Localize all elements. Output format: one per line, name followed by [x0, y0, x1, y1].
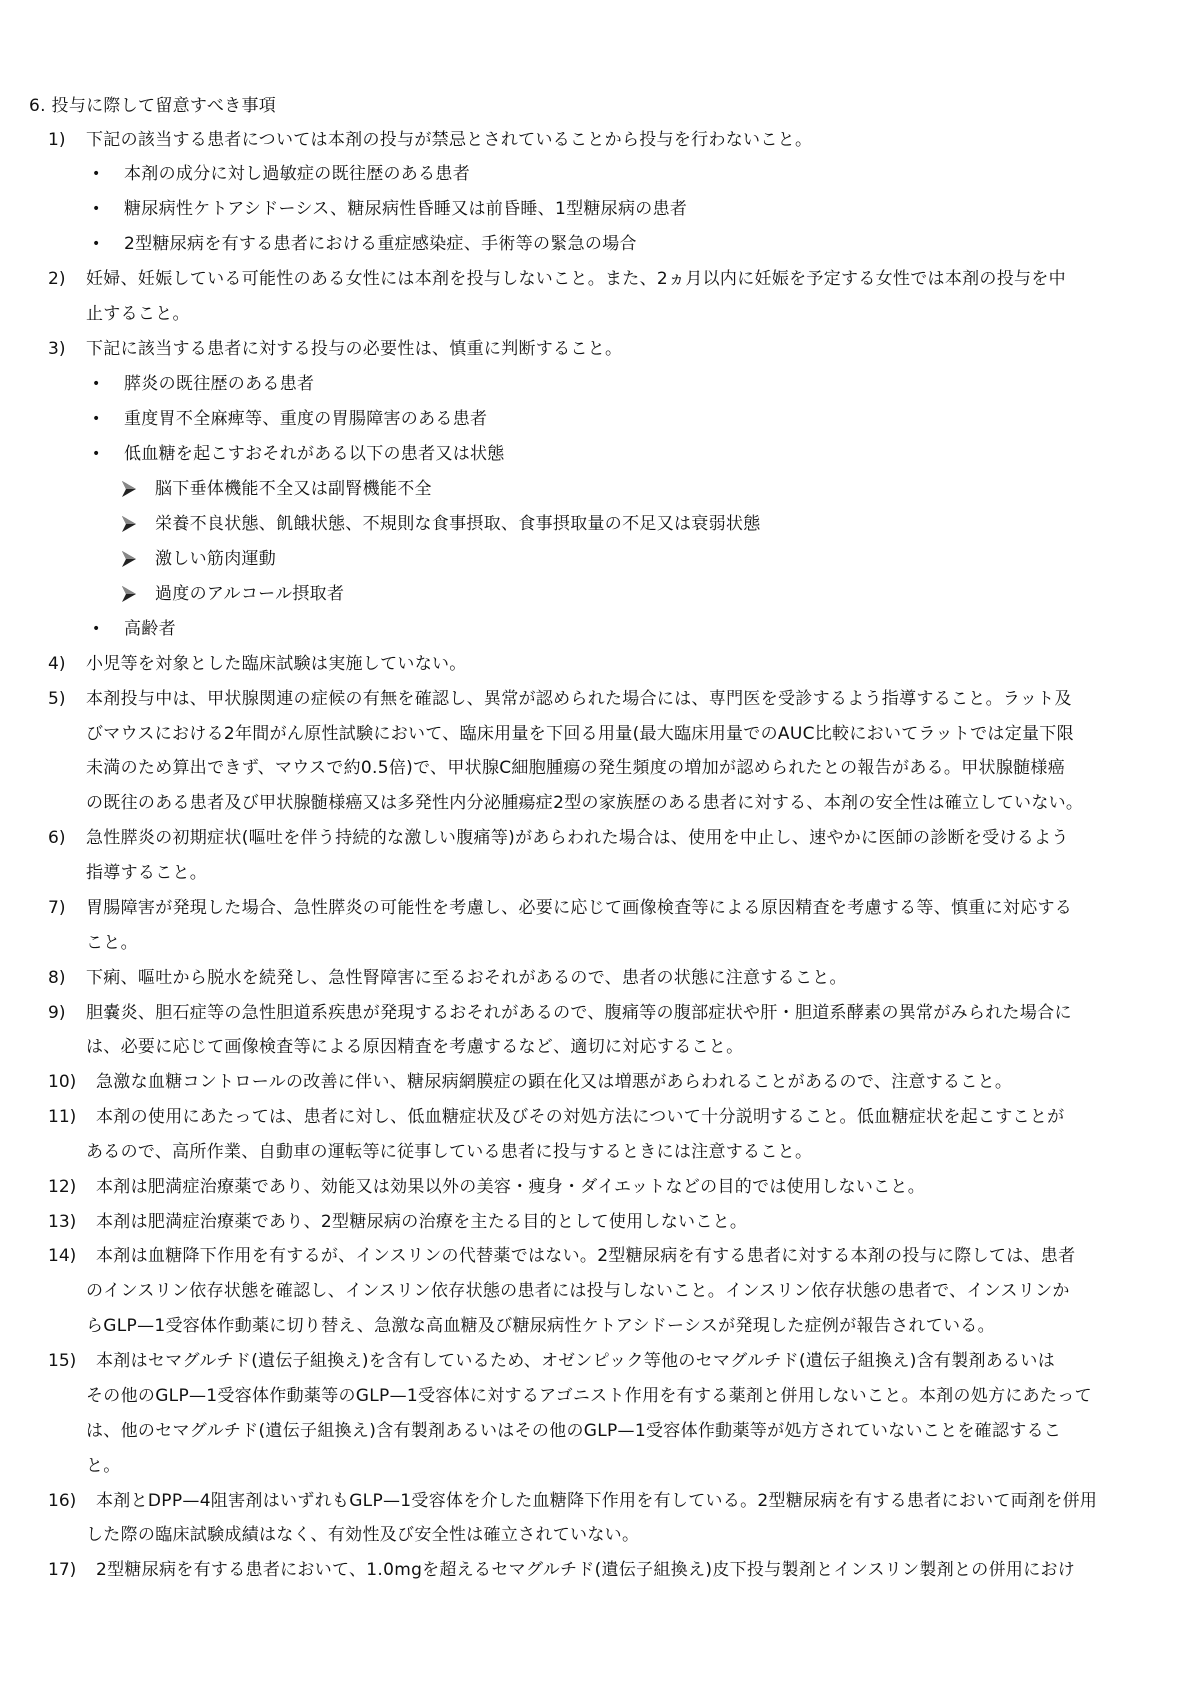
- item-text: した際の臨床試験成績はなく、有効性及び安全性は確立されていない。: [86, 1525, 640, 1545]
- item-text: 胃腸障害が発現した場合、急性膵炎の可能性を考慮し、必要に応じて画像検査等による原因精査を考慮する等、慎重に対応する: [86, 898, 1073, 918]
- item-number: 14): [48, 1246, 77, 1266]
- bullet-item: 糖尿病性ケトアシドーシス、糖尿病性昏睡又は前昏睡、1型糖尿病の患者: [124, 199, 688, 219]
- sub-bullet-item: 激しい筋肉運動: [155, 549, 277, 569]
- arrow-bullet-icon: [122, 551, 136, 567]
- item-number: 4): [48, 654, 66, 674]
- bullet-icon: •: [92, 376, 101, 392]
- item-number: 3): [48, 339, 66, 359]
- arrow-bullet-icon: [122, 586, 136, 602]
- item-number: 2): [48, 269, 66, 289]
- item-text: 2型糖尿病を有する患者において、1.0mgを超えるセマグルチド(遺伝子組換え)皮下投与製剤とインスリン製剤との併用におけ: [96, 1560, 1076, 1580]
- item-number: 13): [48, 1212, 77, 1232]
- item-number: 7): [48, 898, 66, 918]
- item-text: こと。: [86, 933, 138, 953]
- item-text: のインスリン依存状態を確認し、インスリン依存状態の患者には投与しないこと。インスリン依存状態の患者で、インスリンか: [86, 1281, 1070, 1301]
- bullet-item: 低血糖を起こすおそれがある以下の患者又は状態: [124, 444, 505, 464]
- item-number: 5): [48, 689, 66, 709]
- bullet-icon: •: [92, 201, 101, 217]
- item-text: その他のGLP—1受容体作動薬等のGLP—1受容体に対するアゴニスト作用を有する薬剤と併用しないこと。本剤の処方にあたって: [86, 1386, 1092, 1406]
- item-number: 10): [48, 1072, 77, 1092]
- bullet-icon: •: [92, 621, 101, 637]
- item-text: 指導すること。: [86, 863, 208, 883]
- item-text: 急性膵炎の初期症状(嘔吐を伴う持続的な激しい腹痛等)があらわれた場合は、使用を中止し、速やかに医師の診断を受けるよう: [86, 828, 1069, 848]
- item-number: 17): [48, 1560, 77, 1580]
- item-text: は、他のセマグルチド(遺伝子組換え)含有製剤あるいはその他のGLP—1受容体作動薬等が処方されていないことを確認するこ: [86, 1421, 1062, 1441]
- bullet-item: 重度胃不全麻痺等、重度の胃腸障害のある患者: [124, 409, 488, 429]
- item-text: 胆嚢炎、胆石症等の急性胆道系疾患が発現するおそれがあるので、腹痛等の腹部症状や肝・胆道系酵素の異常がみられた場合に: [86, 1003, 1072, 1023]
- arrow-bullet-icon: [122, 516, 136, 532]
- bullet-icon: •: [92, 411, 101, 427]
- item-number: 1): [48, 130, 66, 150]
- arrow-bullet-icon: [122, 481, 136, 497]
- item-text: は、必要に応じて画像検査等による原因精査を考慮するなど、適切に対応すること。: [86, 1037, 744, 1057]
- bullet-icon: •: [92, 446, 101, 462]
- item-text: 本剤投与中は、甲状腺関連の症候の有無を確認し、異常が認められた場合には、専門医を受診するよう指導すること。ラット及: [86, 689, 1072, 709]
- item-text: 本剤とDPP—4阻害剤はいずれもGLP—1受容体を介した血糖降下作用を有している。2型糖尿病を有する患者において両剤を併用: [96, 1491, 1098, 1511]
- bullet-icon: •: [92, 236, 101, 252]
- item-text: 下記に該当する患者に対する投与の必要性は、慎重に判断すること。: [86, 339, 623, 359]
- item-text: 本剤の使用にあたっては、患者に対し、低血糖症状及びその対処方法について十分説明すること。低血糖症状を起こすことが: [96, 1107, 1065, 1127]
- item-text: 本剤は肥満症治療薬であり、効能又は効果以外の美容・痩身・ダイエットなどの目的では使用しないこと。: [96, 1177, 926, 1197]
- bullet-item: 高齢者: [124, 619, 176, 639]
- item-number: 15): [48, 1351, 77, 1371]
- item-text: 下痢、嘔吐から脱水を続発し、急性腎障害に至るおそれがあるので、患者の状態に注意すること。: [86, 968, 847, 988]
- bullet-icon: •: [92, 166, 101, 182]
- item-number: 6): [48, 828, 66, 848]
- section-heading: 6. 投与に際して留意すべき事項: [29, 96, 277, 116]
- item-text: 未満のため算出できず、マウスで約0.5倍)で、甲状腺C細胞腫瘍の発生頻度の増加が認められたとの報告がある。甲状腺髄様癌: [86, 758, 1066, 778]
- item-text: の既往のある患者及び甲状腺髄様癌又は多発性内分泌腫瘍症2型の家族歴のある患者に対する、本剤の安全性は確立していない。: [86, 793, 1084, 813]
- sub-bullet-item: 脳下垂体機能不全又は副腎機能不全: [155, 479, 432, 499]
- bullet-item: 2型糖尿病を有する患者における重症感染症、手術等の緊急の場合: [124, 234, 637, 254]
- item-text: 妊婦、妊娠している可能性のある女性には本剤を投与しないこと。また、2ヵ月以内に妊娠を予定する女性では本剤の投与を中: [86, 269, 1066, 289]
- item-text: あるので、高所作業、自動車の運転等に従事している患者に投与するときには注意すること。: [86, 1142, 813, 1162]
- item-text: 本剤は肥満症治療薬であり、2型糖尿病の治療を主たる目的として使用しないこと。: [96, 1212, 748, 1232]
- item-number: 12): [48, 1177, 77, 1197]
- item-text: 止すること。: [86, 304, 190, 324]
- bullet-item: 本剤の成分に対し過敏症の既往歴のある患者: [124, 164, 470, 184]
- item-number: 8): [48, 968, 66, 988]
- sub-bullet-item: 栄養不良状態、飢餓状態、不規則な食事摂取、食事摂取量の不足又は衰弱状態: [155, 514, 761, 534]
- item-number: 9): [48, 1003, 66, 1023]
- item-text: びマウスにおける2年間がん原性試験において、臨床用量を下回る用量(最大臨床用量でのAUC比較においてラットでは定量下限: [86, 724, 1074, 744]
- item-number: 16): [48, 1491, 77, 1511]
- item-text: 急激な血糖コントロールの改善に伴い、糖尿病網膜症の顕在化又は増悪があらわれることがあるので、注意すること。: [96, 1072, 1013, 1092]
- item-number: 11): [48, 1107, 77, 1127]
- item-text: 本剤は血糖降下作用を有するが、インスリンの代替薬ではない。2型糖尿病を有する患者に対する本剤の投与に際しては、患者: [96, 1246, 1076, 1266]
- sub-bullet-item: 過度のアルコール摂取者: [155, 584, 345, 604]
- item-text: 本剤はセマグルチド(遺伝子組換え)を含有しているため、オゼンピック等他のセマグルチド(遺伝子組換え)含有製剤あるいは: [96, 1351, 1056, 1371]
- item-text: 小児等を対象とした臨床試験は実施していない。: [86, 654, 467, 674]
- item-text: 下記の該当する患者については本剤の投与が禁忌とされていることから投与を行わないこと。: [86, 130, 813, 150]
- bullet-item: 膵炎の既往歴のある患者: [124, 374, 315, 394]
- item-text: らGLP—1受容体作動薬に切り替え、急激な高血糖及び糖尿病性ケトアシドーシスが発現した症例が報告されている。: [86, 1316, 995, 1336]
- item-text: と。: [86, 1456, 121, 1476]
